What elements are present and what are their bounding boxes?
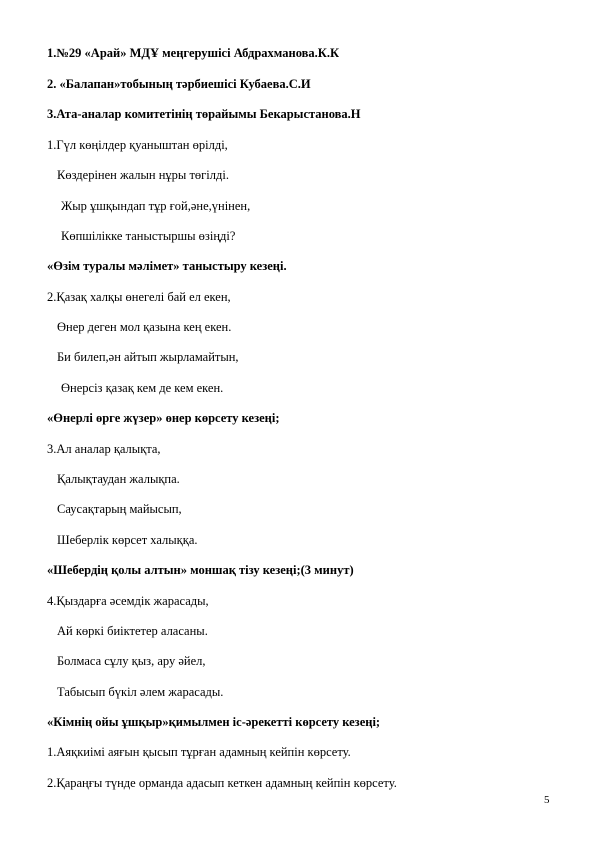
text-line: 2.Қазақ халқы өнегелі бай ел екен,	[47, 290, 231, 304]
text-line: Болмаса сұлу қыз, ару әйел,	[57, 654, 206, 668]
text-line: 1.Гүл көңілдер қуаныштан өрілді,	[47, 138, 228, 152]
text-line: «Өзім туралы мәлімет» таныстыру кезеңі.	[47, 259, 287, 273]
text-line: Көпшілікке таныстыршы өзіңді?	[61, 229, 236, 243]
text-line: 3.Ал аналар қалықта,	[47, 442, 161, 456]
text-line: 4.Қыздарға әсемдік жарасады,	[47, 594, 209, 608]
text-line: Өнер деген мол қазына кең екен.	[57, 320, 232, 334]
text-line: «Өнерлі өрге жүзер» өнер көрсету кезеңі;	[47, 411, 280, 425]
text-line: «Шебердің қолы алтын» моншақ тізу кезеңі;(3 минут)	[47, 563, 354, 577]
text-line: 3.Ата-аналар комитетінің төрайымы Бекарыстанова.Н	[47, 107, 361, 121]
text-line: 1.Аяқкиімі аяғын қысып тұрған адамның кейпін көрсету.	[47, 745, 351, 759]
text-line: Қалықтаудан жалықпа.	[57, 472, 180, 486]
text-line: 2.Қараңғы түнде орманда адасып кеткен адамның кейпін көрсету.	[47, 776, 397, 790]
text-line: 2. «Балапан»тобының тәрбиешісі Кубаева.С.И	[47, 77, 311, 91]
text-line: Би билеп,ән айтып жырламайтын,	[57, 350, 239, 364]
text-line: Ай көркі биіктетер аласаны.	[57, 624, 208, 638]
text-line: «Кімнің ойы ұшқыр»қимылмен іс-әрекетті көрсету кезеңі;	[47, 715, 381, 729]
text-line: Өнерсіз қазақ кем де кем екен.	[61, 381, 224, 395]
text-line: Табысып бүкіл әлем жарасады.	[57, 685, 224, 699]
text-line: Шеберлік көрсет халыққа.	[57, 533, 198, 547]
text-line: Көздерінен жалын нұры төгілді.	[57, 168, 229, 182]
text-line: Жыр ұшқындап тұр ғой,әне,үнінен,	[61, 199, 251, 213]
text-line: Саусақтарың майысып,	[57, 502, 182, 516]
text-line: 1.№29 «Арай» МДҰ меңгерушісі Абдрахманова.К.К	[47, 46, 340, 60]
page-number: 5	[544, 794, 550, 806]
